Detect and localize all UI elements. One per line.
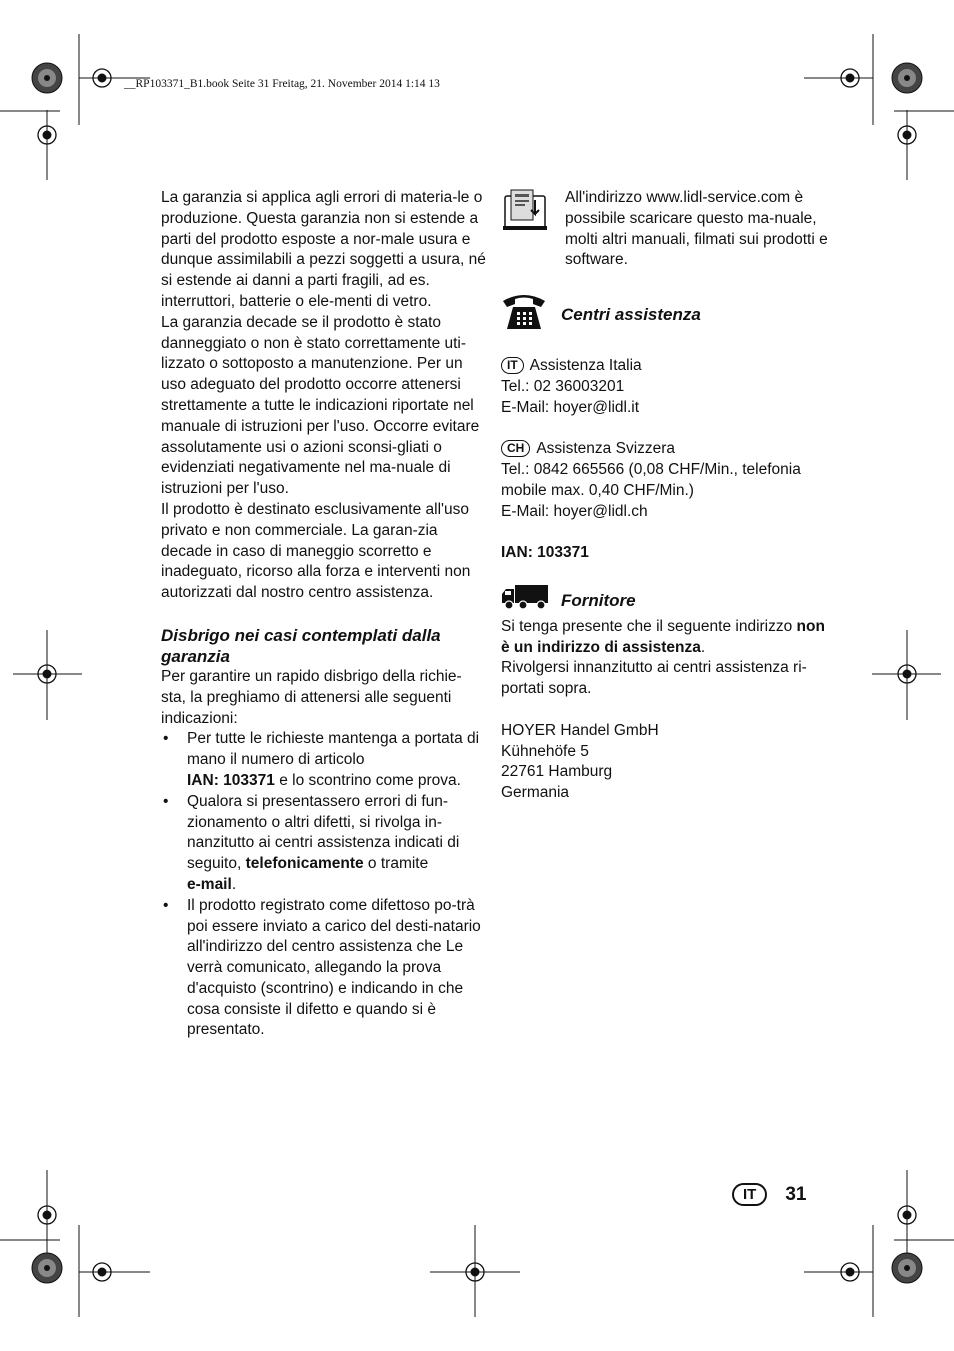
delivery-truck-icon xyxy=(501,584,561,617)
download-info xyxy=(501,188,836,271)
supplier-note-2: Rivolgersi innanzitutto ai centri assistenza ri-portati sopra. xyxy=(501,659,807,698)
swiss-email: E-Mail: hoyer@lidl.ch xyxy=(501,502,648,520)
ian-number: IAN: 103371 xyxy=(501,544,589,562)
country-address: Germania xyxy=(501,784,570,802)
city-address: 22761 Hamburg xyxy=(501,763,613,781)
left-column xyxy=(161,188,486,1041)
right-column xyxy=(501,188,836,804)
page-number: 31 xyxy=(785,1183,807,1205)
service-centers-heading: Centri assistenza xyxy=(561,305,701,325)
company-name: HOYER Handel GmbH xyxy=(501,721,659,739)
list-item: • Qualora si presentassero errori di fun-zionamento o altri difetti, si rivolga in-nanzitutto ai centri assistenza indicati di seguito, telefonicamente o tramite e-mail. xyxy=(161,792,486,896)
italy-service-name: IT Assistenza Italia xyxy=(501,356,836,377)
street-address: Kühnehöfe 5 xyxy=(501,742,589,760)
private-use-paragraph: Il prodotto è destinato esclusivamente all'uso privato e non commerciale. La garan-zia decade in caso di maneggio scorretto e inadeguato, ricorso alla forza e interventi non autorizzati dal nostro centro assistenza. xyxy=(161,500,471,602)
page-footer xyxy=(732,1183,806,1206)
claims-list xyxy=(161,729,486,1041)
print-header: __RP103371_B1.book Seite 31 Freitag, 21. November 2014 1:14 13 xyxy=(124,78,440,90)
service-heading-row xyxy=(501,291,836,338)
ian-number: IAN: 103371 xyxy=(187,771,275,789)
supplier-note: Si tenga presente che il seguente indirizzo non è un indirizzo di assistenza. xyxy=(501,617,825,656)
download-text: All'indirizzo www.lidl-service.com è possibile scaricare questo ma-nuale, molti altri manuali, filmati sui prodotti e software. xyxy=(565,189,828,269)
italy-email: E-Mail: hoyer@lidl.it xyxy=(501,398,640,416)
warranty-scope-paragraph: La garanzia si applica agli errori di materia-le o produzione. Questa garanzia non si estende a parti del prodotto esposte a nor-male usura e dunque assimilabili a pezzi soggetti a usura, né si estende ai danni a parti fragili, ad es. interruttori, batterie o ele-menti di vetro. xyxy=(161,189,486,310)
supplier-heading: Fornitore xyxy=(561,590,636,610)
supplier-heading-row xyxy=(501,584,836,617)
claims-heading: Disbrigo nei casi contemplati dalla garanzia xyxy=(161,625,441,666)
language-badge: IT xyxy=(732,1183,767,1206)
italy-phone: Tel.: 02 36003201 xyxy=(501,377,625,395)
swiss-service-name: CH Assistenza Svizzera xyxy=(501,439,836,460)
list-item: • Per tutte le richieste mantenga a portata di mano il numero di articolo IAN: 103371 e lo scontrino come prova. xyxy=(161,729,486,791)
telephone-icon xyxy=(501,291,561,338)
swiss-phone: Tel.: 0842 665566 (0,08 CHF/Min., telefonia mobile max. 0,40 CHF/Min.) xyxy=(501,460,801,499)
warranty-void-paragraph: La garanzia decade se il prodotto è stato danneggiato o non è stato correttamente uti-lizzato o sottoposto a manutenzione. Per un uso adeguato del prodotto occorre attenersi strettamente a tutte le indicazioni riportate nel manuale di istruzioni per l'uso. Occorre evitare assolutamente usi o azioni sconsi-gliati o evidenziati negativamente nel ma-nuale di istruzioni per l'uso. xyxy=(161,313,480,498)
download-manual-icon xyxy=(501,188,565,239)
list-item: • Il prodotto registrato come difettoso po-trà poi essere inviato a carico del desti-natario all'indirizzo del centro assistenza che Le verrà comunicato, allegando la prova d'acquisto (scontrino) e indicando in che cosa consiste il difetto e quando si è presentato. xyxy=(161,896,486,1042)
claims-intro: Per garantire un rapido disbrigo della richie-sta, la preghiamo di attenersi alle seguenti indicazioni: xyxy=(161,667,462,727)
country-badge-it: IT xyxy=(501,357,524,374)
country-badge-ch: CH xyxy=(501,440,530,457)
